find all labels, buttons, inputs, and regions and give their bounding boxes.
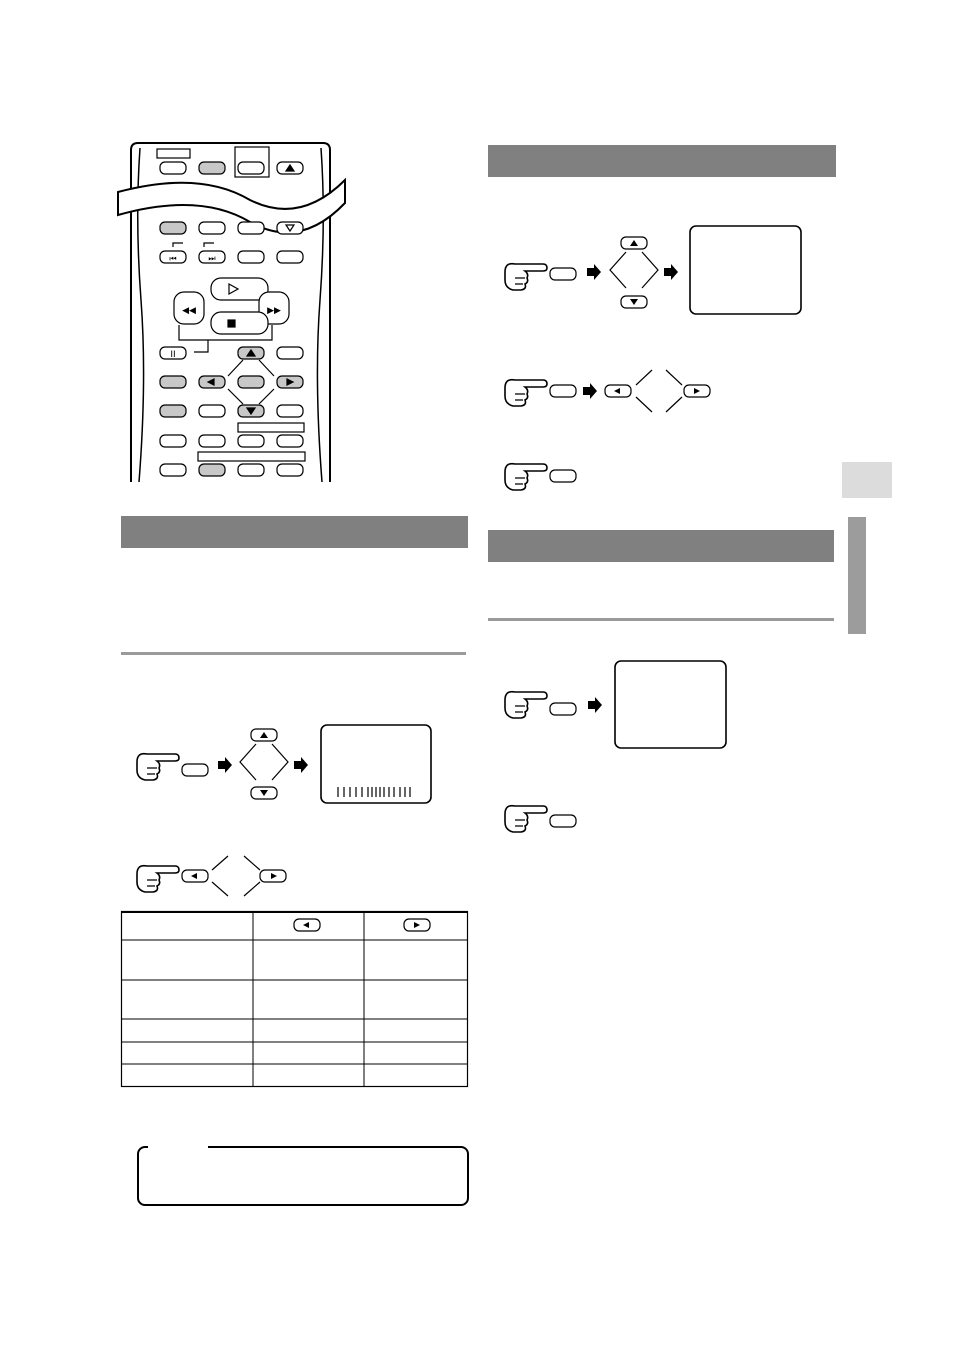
svg-text:▶▶: ▶▶ [267,306,281,316]
svg-text:⏮: ⏮ [169,254,177,263]
svg-text:II: II [170,350,176,360]
note-box [137,1146,469,1206]
right-bottom-step-1 [505,661,726,748]
svg-text:◀◀: ◀◀ [182,306,196,316]
left-step-1 [137,725,431,803]
note-label [148,1138,208,1152]
right-top-step-2 [505,370,710,412]
adjustment-table [121,911,468,1087]
left-step-2 [137,856,286,896]
svg-text:⏭: ⏭ [208,254,216,263]
right-bottom-step-2 [505,806,576,832]
right-top-step-1 [505,226,801,314]
right-top-step-3 [505,464,576,490]
